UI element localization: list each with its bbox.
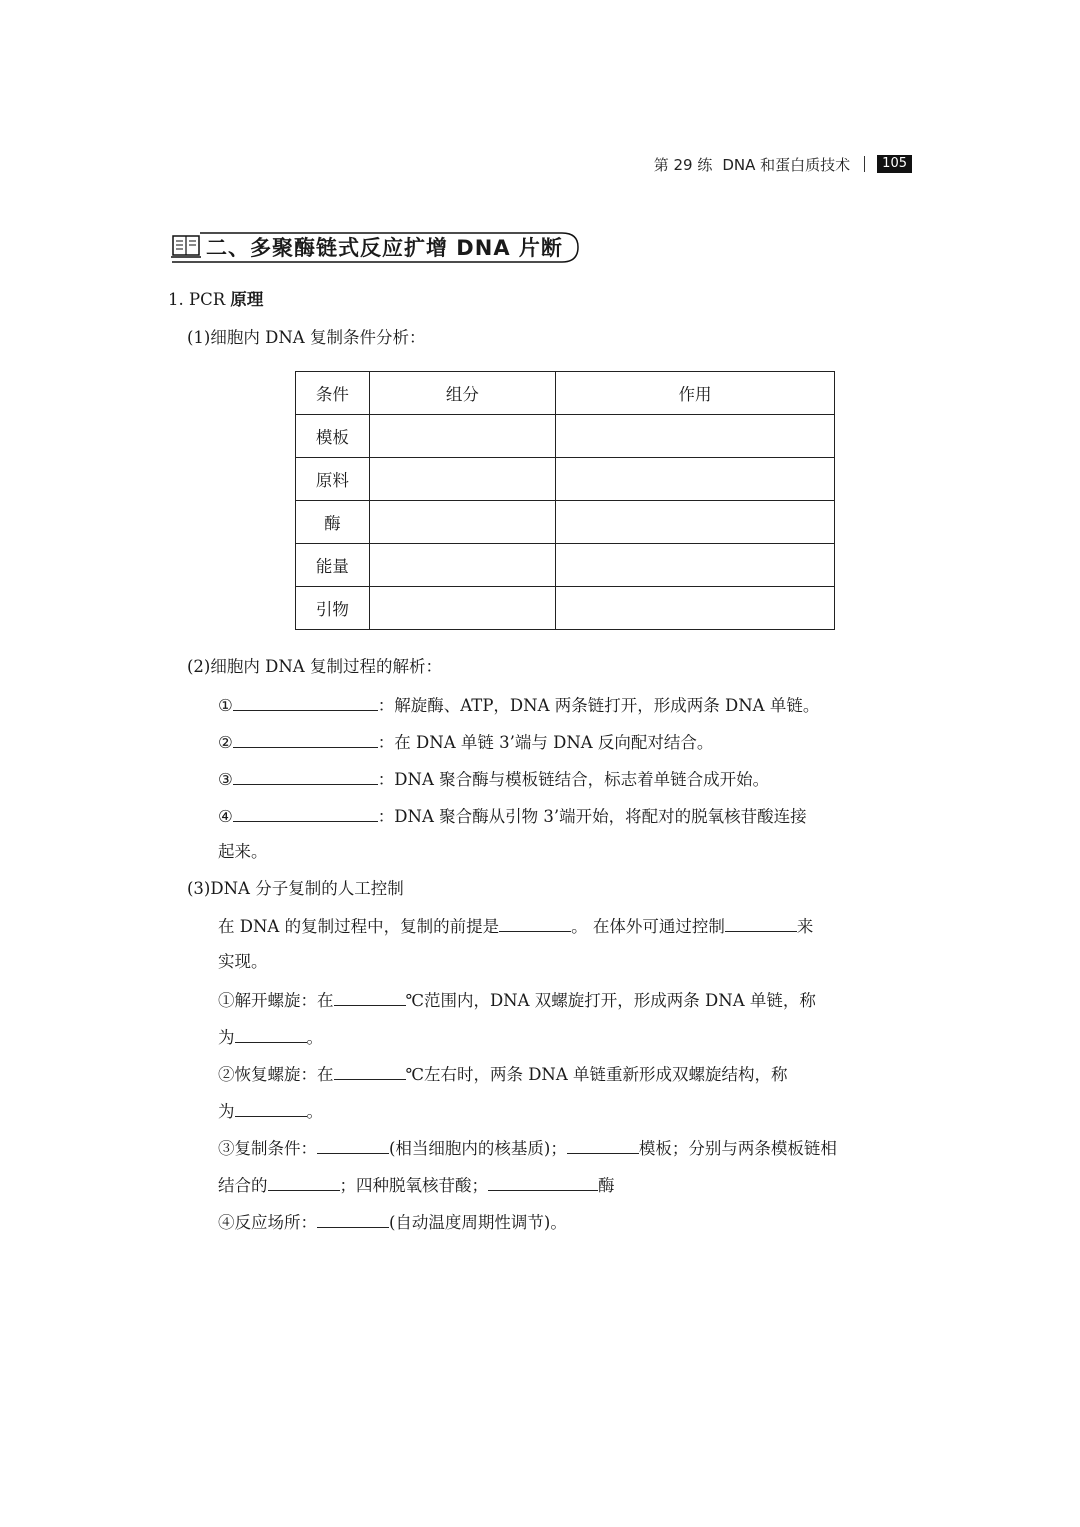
step-item-continuation: 起来。 [218,842,268,861]
step-marker: ① [218,696,233,715]
step-marker: ④ [218,807,233,826]
text-segment: 为 [218,1028,235,1047]
answer-blank[interactable] [334,987,406,1006]
step-text: ：在 DNA 单链 3’端与 DNA 反向配对结合。 [377,733,714,752]
blank-cell[interactable] [556,458,835,501]
text-segment: (相当细胞内的核基质)； [389,1139,567,1158]
answer-blank[interactable] [233,692,378,711]
paragraph-line: 实现。 [218,952,268,971]
sub3-title: (3)DNA 分子复制的人工控制 [187,879,404,898]
row-label: 能量 [296,544,370,587]
table-row [296,501,835,544]
heading-label: 原理 [230,290,264,309]
text-segment: 模板；分别与两条模板链相 [638,1139,837,1158]
text-segment: 在 DNA 的复制过程中，复制的前提是 [218,917,500,936]
text-segment: 结合的 [218,1176,268,1195]
blank-cell[interactable] [369,501,555,544]
text-segment: ④反应场所： [218,1213,317,1232]
heading-number: 1. PCR [168,290,226,309]
step-text: ：DNA 聚合酶与模板链结合，标志着单链合成开始。 [377,770,770,789]
step-item [218,803,807,829]
table-row [296,458,835,501]
answer-blank[interactable] [268,1172,340,1191]
step-marker: ② [218,733,233,752]
text-segment: 酶 [598,1176,615,1195]
answer-blank[interactable] [317,1135,389,1154]
paragraph-line [218,1135,837,1161]
condition-table [295,371,835,630]
paragraph-line [218,913,813,939]
text-segment: ；四种脱氧核苷酸； [339,1176,488,1195]
paragraph-line [218,1172,615,1198]
step-text: ：DNA 聚合酶从引物 3’端开始，将配对的脱氧核苷酸连接 [377,807,807,826]
text-segment: ℃范围内，DNA 双螺旋打开，形成两条 DNA 单链，称 [405,991,816,1010]
topic-label: DNA 和蛋白质技术 [722,155,851,174]
text-segment: 来 [796,917,814,936]
table-row [296,587,835,630]
paragraph-line [218,1061,788,1087]
row-label: 引物 [296,587,370,630]
step-item [218,692,819,718]
table-row [296,544,835,587]
blank-cell[interactable] [556,501,835,544]
blank-cell[interactable] [369,415,555,458]
answer-blank[interactable] [567,1135,639,1154]
text-segment: 。 [306,1102,323,1121]
step-marker: ③ [218,770,233,789]
blank-cell[interactable] [369,587,555,630]
blank-cell[interactable] [369,458,555,501]
step-item [218,729,713,755]
text-segment: ①解开螺旋：在 [218,991,334,1010]
text-segment: 为 [218,1102,235,1121]
row-label: 模板 [296,415,370,458]
step-item [218,766,769,792]
section-banner [170,231,578,263]
paragraph-line [218,1024,323,1050]
answer-blank[interactable] [317,1209,389,1228]
answer-blank[interactable] [499,913,571,932]
text-segment: ②恢复螺旋：在 [218,1065,334,1084]
sub2-title: (2)细胞内 DNA 复制过程的解析： [187,657,442,676]
answer-blank[interactable] [233,729,378,748]
table-header-cell: 作用 [556,372,835,415]
header-divider [864,156,865,172]
book-icon [171,236,201,257]
table-row [296,415,835,458]
text-segment: 。 在体外可通过控制 [571,917,725,936]
chapter-label: 第 29 练 [653,155,713,174]
answer-blank[interactable] [233,803,378,822]
text-segment: 。 [306,1028,323,1047]
paragraph-line [218,987,816,1013]
step-text: ：解旋酶、ATP，DNA 两条链打开，形成两条 DNA 单链。 [377,696,820,715]
answer-blank[interactable] [233,766,378,785]
text-segment: ③复制条件： [218,1139,317,1158]
row-label: 酶 [296,501,370,544]
paragraph-line [218,1098,323,1124]
table-header-row [296,372,835,415]
answer-blank[interactable] [488,1172,598,1191]
blank-cell[interactable] [556,415,835,458]
row-label: 原料 [296,458,370,501]
answer-blank[interactable] [235,1098,307,1117]
answer-blank[interactable] [334,1061,406,1080]
text-segment: (自动温度周期性调节)。 [389,1213,567,1232]
table-header-cell: 条件 [296,372,370,415]
answer-blank[interactable] [235,1024,307,1043]
answer-blank[interactable] [725,913,797,932]
table-header-cell: 组分 [369,372,555,415]
page-header [654,152,912,176]
text-segment: ℃左右时，两条 DNA 单链重新形成双螺旋结构，称 [405,1065,788,1084]
blank-cell[interactable] [556,544,835,587]
blank-cell[interactable] [369,544,555,587]
page-number: 105 [877,155,912,173]
sub1-title: (1)细胞内 DNA 复制条件分析： [187,328,426,347]
paragraph-line [218,1209,567,1235]
section-title: 二、多聚酶链式反应扩增 DNA 片断 [206,236,563,260]
blank-cell[interactable] [556,587,835,630]
heading-pcr-principle [168,288,263,312]
